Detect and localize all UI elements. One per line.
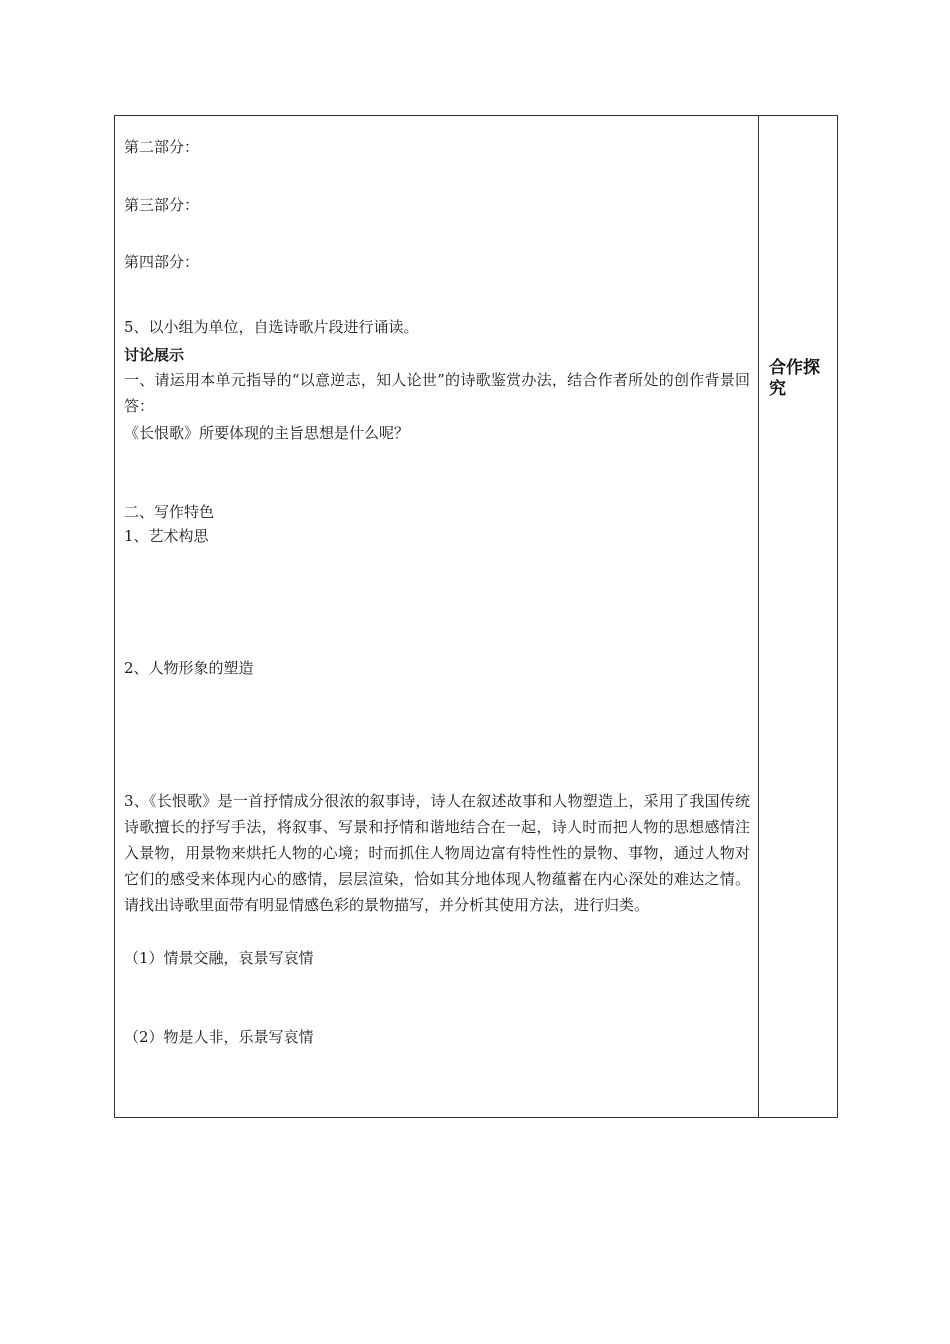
discussion-heading: 讨论展示 — [124, 346, 185, 364]
item-3-paragraph: 3、《长恨歌》是一首抒情成分很浓的叙事诗，诗人在叙述故事和人物塑造上，采用了我国传统诗歌擅长的抒写手法，将叙事、写景和抒情和谐地结合在一起，诗人时而把人物的思想感情注入景物，用景物来烘托人物的心境；时而抓住人物周边富有特性性的景物、事物，通过人物对它们的感受来体现内心的感情，层层渲染，恰如其分地体现人物蕴蓄在内心深处的难达之情。请找出诗歌里面带有明显情感色彩的景物描写，并分析其使用方法，进行归类。 — [124, 792, 750, 914]
part2-label: 第二部分： — [124, 138, 200, 156]
question-1: 一、请运用本单元指导的“以意逆志，知人论世”的诗歌鉴赏办法，结合作者所处的创作背景回答： — [124, 371, 750, 415]
question-1-sub: 《长恨歌》所要体现的主旨思想是什么呢？ — [124, 424, 410, 442]
question-5: 5、以小组为单位，自选诗歌片段进行诵读。 — [124, 318, 419, 336]
section-label: 合作探究 — [769, 358, 820, 399]
sub-item-2: （2）物是人非，乐景写哀情 — [124, 1028, 314, 1046]
side-label-cell — [759, 116, 837, 1117]
worksheet-table — [114, 115, 838, 1118]
item-artistic-conception: 1、艺术构思 — [124, 527, 209, 545]
item-character-portrayal: 2、人物形象的塑造 — [124, 659, 254, 677]
writing-features-heading: 二、写作特色 — [124, 503, 215, 521]
sub-item-1: （1）情景交融，哀景写哀情 — [124, 949, 314, 967]
part4-label: 第四部分： — [124, 253, 200, 271]
part3-label: 第三部分： — [124, 196, 200, 214]
content-cell — [115, 116, 759, 1117]
